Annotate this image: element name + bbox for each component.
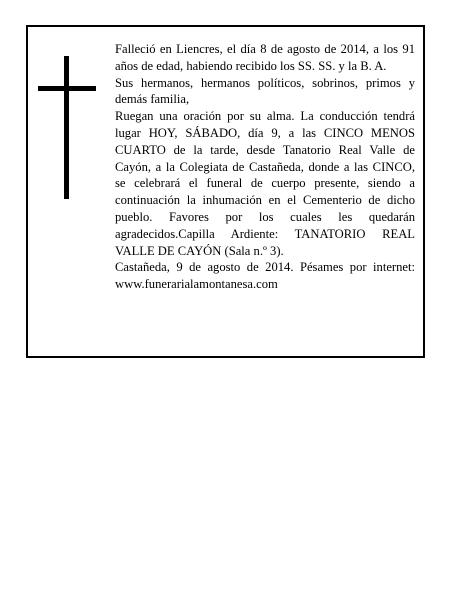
cross-icon bbox=[38, 56, 96, 199]
notice-text bbox=[115, 41, 415, 293]
cross-vertical-bar bbox=[64, 56, 69, 199]
cross-horizontal-bar bbox=[38, 86, 96, 91]
notice-paragraph-funeral: Ruegan una oración por su alma. La conducción tendrá lugar HOY, SÁBADO, día 9, a las CINCO MENOS CUARTO de la tarde, desde Tanatorio Real Valle de Cayón, a la Colegiata de Castañeda, donde a las CINCO, se celebrará el funeral de cuerpo presente, siendo a continuación la inhumación en el Cementerio de dicho pueblo. Favores por los cuales les quedarán agradecidos.Capilla Ardiente: TANATORIO REAL VALLE DE CAYÓN (Sala n.º 3). bbox=[115, 109, 415, 258]
notice-paragraph-death: Falleció en Liencres, el día 8 de agosto de 2014, a los 91 años de edad, habiendo recibido los SS. SS. y la B. A. bbox=[115, 42, 415, 73]
obituary-notice bbox=[26, 25, 425, 358]
notice-paragraph-family: Sus hermanos, hermanos políticos, sobrinos, primos y demás familia, bbox=[115, 75, 415, 107]
notice-paragraph-place-date: Castañeda, 9 de agosto de 2014. Pésames por internet: www.funerarialamontanesa.com bbox=[115, 260, 415, 292]
